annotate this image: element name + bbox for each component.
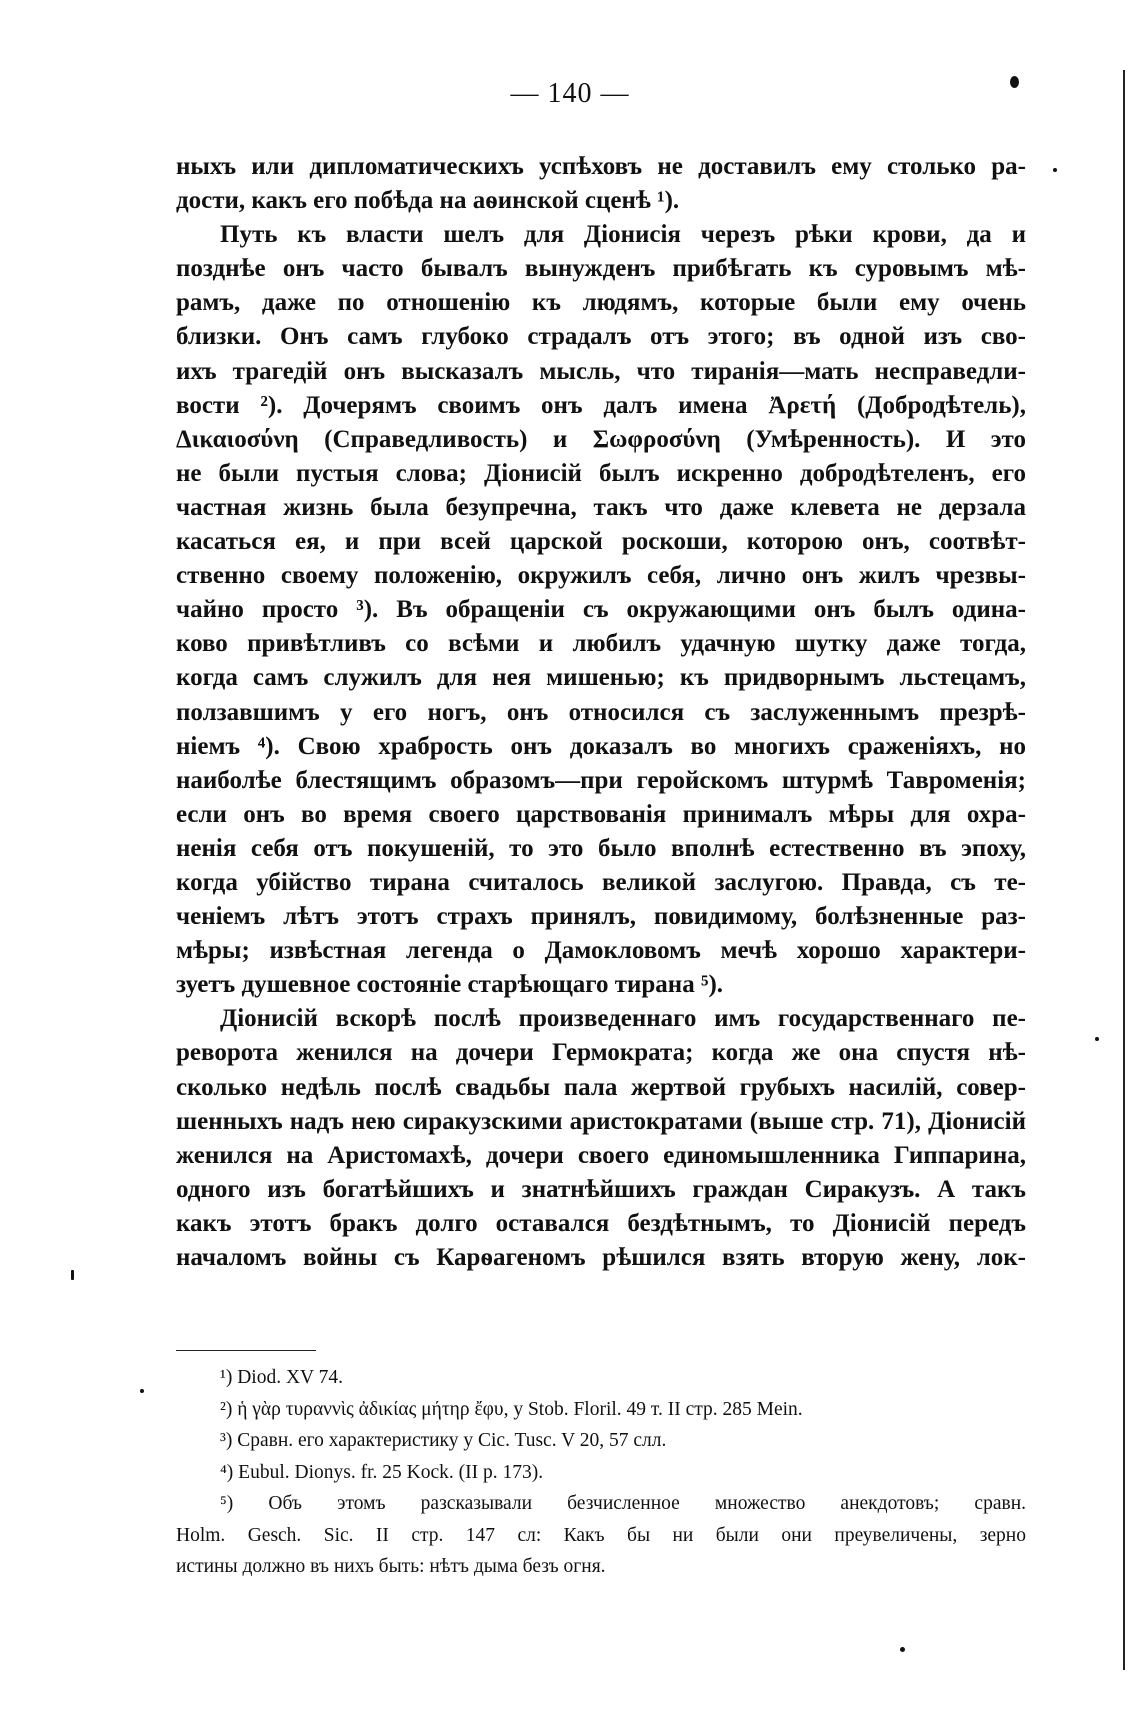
scan-speck — [1053, 168, 1057, 172]
body-line: ныхъ или дипломатическихъ успѣховъ не доставилъ ему столько ра- — [176, 153, 1026, 180]
body-line: не были пустыя слова; Діонисій былъ искренно добродѣтеленъ, его — [176, 459, 1026, 487]
body-line: дости, какъ его побѣда на аѳинской сценѣ ¹). — [176, 187, 680, 215]
body-line: касаться ея, и при всей царской роскоши, которою онъ, соотвѣт- — [176, 528, 1026, 556]
paragraph-start-line: Путь къ власти шелъ для Діонисія черезъ рѣки крови, да и — [220, 221, 1026, 249]
body-line: ползавшимъ у его ногъ, онъ относился съ заслуженнымъ презрѣ- — [176, 698, 1026, 726]
body-line: началомъ войны съ Карѳагеномъ рѣшился взять вторую жену, лок- — [176, 1244, 1026, 1271]
body-line: если онъ во время своего царствованія принималъ мѣры для охра- — [176, 800, 1026, 828]
body-line: шенныхъ надъ нею сиракузскими аристократами (выше стр. 71), Діонисій — [176, 1107, 1026, 1135]
body-line: наиболѣе блестящимъ образомъ—при геройскомъ штурмѣ Тавроменія; — [176, 766, 1026, 794]
footnote-line: ¹) Diod. XV 74. — [220, 1367, 344, 1388]
body-line: ненія себя отъ покушеній, то это было вполнѣ естественно въ эпоху, — [176, 834, 1026, 862]
paragraph-start-line: Діонисій вскорѣ послѣ произведеннаго имъ государственнаго пе- — [220, 1005, 1026, 1033]
scan-speck — [140, 1389, 144, 1393]
body-line: когда самъ служилъ для нея мишенью; къ придворнымъ льстецамъ, — [176, 664, 1026, 692]
footnote-line: ⁵) Объ этомъ разсказывали безчисленное множество анекдотовъ; сравн. — [220, 1493, 1026, 1514]
footnote-line: Holm. Gesch. Sic. II стр. 147 сл: Какъ бы ни были они преувеличены, зерно — [176, 1524, 1026, 1546]
scan-speck — [71, 1270, 74, 1280]
body-line: когда убійство тирана считалось великой заслугою. Правда, съ те- — [176, 868, 1026, 896]
body-line: ково привѣтливъ со всѣми и любилъ удачную шутку даже тогда, — [176, 630, 1026, 658]
body-line: сколько недѣль послѣ свадьбы пала жертвой грубыхъ насилій, совер- — [176, 1073, 1026, 1101]
body-line: одного изъ богатѣйшихъ и знатнѣйшихъ граждан Сиракузъ. А такъ — [176, 1175, 1026, 1203]
body-line: позднѣе онъ часто бывалъ вынужденъ прибѣгать къ суровымъ мѣ- — [176, 255, 1026, 283]
body-line: какъ этотъ бракъ долго оставался бездѣтнымъ, то Діонисій передъ — [176, 1209, 1026, 1237]
body-line: ніемъ ⁴). Свою храбрость онъ доказалъ во многихъ сраженіяхъ, но — [176, 732, 1026, 760]
footnote-line: истины должно въ нихъ быть: нѣтъ дыма безъ огня. — [176, 1556, 606, 1577]
body-line: Δικαιοσύνη (Справедливость) и Σωφροσύνη (Умѣренность). И это — [176, 425, 1026, 453]
body-line: ственно своему положенію, окружилъ себя, лично онъ жилъ чрезвы- — [176, 562, 1026, 590]
body-line: вости ²). Дочерямъ своимъ онъ далъ имена Ἀρετή (Добродѣтель), — [176, 391, 1026, 419]
body-text — [176, 150, 1026, 1275]
body-line: реворота женился на дочери Гермократа; когда же она спустя нѣ- — [176, 1039, 1026, 1067]
body-line: ченіемъ лѣтъ этотъ страхъ принялъ, повидимому, болѣзненные раз- — [176, 903, 1026, 931]
body-line: рамъ, даже по отношенію къ людямъ, которые были ему очень — [176, 289, 1026, 317]
footnote-divider — [176, 1350, 316, 1351]
page-number: — 140 — — [510, 78, 630, 109]
body-line: мѣры; извѣстная легенда о Дамокловомъ мечѣ хорошо характери- — [176, 937, 1026, 965]
scan-speck — [1010, 76, 1019, 88]
body-line: женился на Аристомахѣ, дочери своего единомышленника Гиппарина, — [176, 1141, 1026, 1169]
footnote-line: ²) ἡ γὰρ τυραννὶς ἀδικίας μήτηρ ἔφυ, у Stob. Floril. 49 т. II стр. 285 Mein. — [220, 1398, 803, 1420]
scan-speck — [900, 1647, 905, 1652]
body-line: близки. Онъ самъ глубоко страдалъ отъ этого; въ одной изъ сво- — [176, 323, 1026, 351]
body-line: ихъ трагедій онъ высказалъ мысль, что тиранія—мать несправедли- — [176, 357, 1026, 385]
footnote-line: ⁴) Eubul. Dionys. fr. 25 Kock. (II p. 173). — [220, 1461, 544, 1483]
footnotes — [176, 1362, 1026, 1583]
scan-speck — [1095, 1037, 1099, 1041]
body-line: зуетъ душевное состояніе старѣющаго тирана ⁵). — [176, 971, 724, 999]
scan-edge — [1123, 70, 1125, 1670]
footnote-line: ³) Сравн. его характеристику у Cic. Tusc. V 20, 57 слл. — [220, 1430, 667, 1451]
body-line: чайно просто ³). Въ обращеніи съ окружающими онъ былъ одина- — [176, 596, 1026, 624]
body-line: частная жизнь была безупречна, такъ что даже клевета не дерзала — [176, 493, 1026, 521]
